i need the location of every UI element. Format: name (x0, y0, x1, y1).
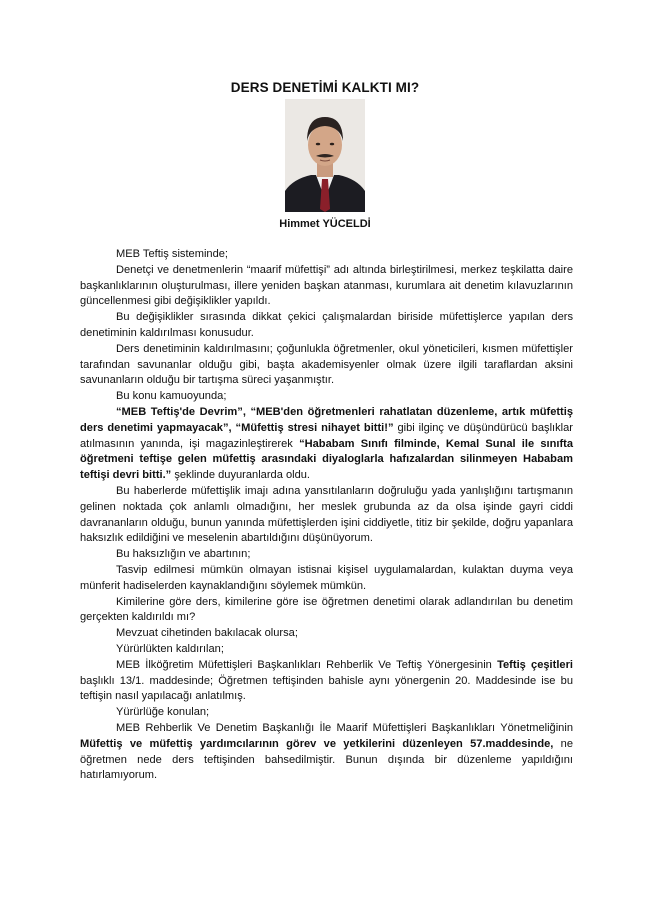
text: MEB İlköğretim Müfettişleri Başkanlıkları Rehberlik Ve Teftiş Yönergesinin (116, 658, 498, 671)
paragraph (80, 626, 573, 642)
paragraph (80, 595, 573, 627)
bold-text: “Hababam Sınıfı filminde, Kemal Sunal ile sınıfta öğretmeni teftişe gelen müfettiş arasındaki diyaloglarla hafızalardan silinmeyen Hababam teftişi devri bitti.” (80, 437, 574, 482)
paragraph (80, 342, 573, 389)
text: Tasvip edilmesi mümkün olmayan istisnai kişisel uygulamalardan, kulaktan duyma veya münferit hadiselerden kaynaklandığını söylemek mümkün. (80, 563, 573, 592)
text: şeklinde duyuranlarda oldu. (171, 469, 310, 482)
paragraph (80, 547, 573, 563)
paragraph (80, 405, 573, 484)
article-body (80, 247, 573, 784)
paragraph (80, 484, 573, 547)
paragraph (80, 658, 573, 705)
text: Bu haberlerde müfettişlik imajı adına yansıtılanların doğruluğu yada yanlışlığını tartışmanın gelinen noktada çok anlamlı olmadığını, her meslek grubunda az da olsa işinde gayri ciddi davrananların olduğu, bunun yanında müfettişlerden işini ciddiyetle, titiz bir şekilde, doğru yapanlara haksızlık edildiğini ve meselenin abartıldığını düşünüyorum. (80, 484, 573, 545)
text: ne öğretmen nede ders teftişinden bahsedilmiştir. Bunun dışında bir düzenleme yapıldığını hatırlamıyorum. (80, 737, 573, 782)
article-title: DERS DENETİMİ KALKTI MI? (230, 80, 420, 95)
text: MEB Rehberlik Ve Denetim Başkanlığı İle Maarif Müfettişleri Başkanlıkları Yönetmeliğinin (116, 721, 573, 734)
bold-text: Müfettiş ve müfettiş yardımcılarının görev ve yetkilerini düzenleyen 57.maddesinde, (80, 737, 554, 750)
text: Bu haksızlığın ve abartının; (116, 548, 251, 561)
text: gibi ilginç ve düşündürücü başlıklar atılmasının yanında, işi magazinleştirerek (80, 421, 573, 450)
paragraph (80, 310, 573, 342)
paragraph (80, 563, 573, 595)
bold-text: “MEB Teftiş'de Devrim”, “MEB'den öğretmenleri rahatlatan düzenleme, artık müfettiş ders denetimi yapmayacak”, “Müfettiş stresi nihayet bitti!” (80, 405, 573, 434)
bold-text: Teftiş çeşitleri (497, 658, 573, 671)
text: Yürürlüğe konulan; (116, 706, 210, 719)
paragraph (80, 642, 573, 658)
text: Denetçi ve denetmenlerin “maarif müfettişi” adı altında birleştirilmesi, merkez teşkilatta daire başkanlıklarının oluşturulması, illere yeniden başkan atanması, kurumlara ait denetim kılavuzlarının güncellenmesi gibi değişiklikler yapıldı. (80, 263, 573, 308)
text: Yürürlükten kaldırılan; (116, 642, 224, 655)
text: Bu konu kamuoyunda; (116, 390, 227, 403)
text: Bu değişiklikler sırasında dikkat çekici çalışmalardan biriside müfettişlerce yapılan ders denetiminin kaldırılması konusudur. (80, 311, 573, 339)
text: başlıklı 13/1. maddesinde; Öğretmen teftişinden bahisle aynı yönergenin 20. Maddesinde ise bu teftişin nasıl yapılacağı anlatılmış. (80, 674, 573, 703)
author-photo (285, 99, 365, 212)
paragraph (80, 721, 573, 784)
text: MEB Teftiş sisteminde; (116, 248, 229, 260)
paragraph (80, 389, 573, 405)
paragraph (80, 263, 573, 310)
text: Ders denetiminin kaldırılmasını; çoğunlukla öğretmenler, okul yöneticileri, kısmen müfettişler tarafından savunanlar olduğu gibi, başta akademisyenler olmak üzere ilgili taraflardan aksini savunanların olduğu bir tartışma süreci yaşanmıştır. (80, 342, 573, 387)
author-portrait-image (285, 99, 365, 212)
text: Mevzuat cihetinden bakılacak olursa; (116, 627, 298, 640)
author-name: Himmet YÜCELDİ (279, 218, 371, 230)
paragraph (80, 705, 573, 721)
paragraph (80, 247, 573, 263)
text: Kimilerine göre ders, kimilerine göre ise öğretmen denetimi olarak adlandırılan bu denetim gerçekten kaldırıldı mı? (80, 595, 573, 624)
